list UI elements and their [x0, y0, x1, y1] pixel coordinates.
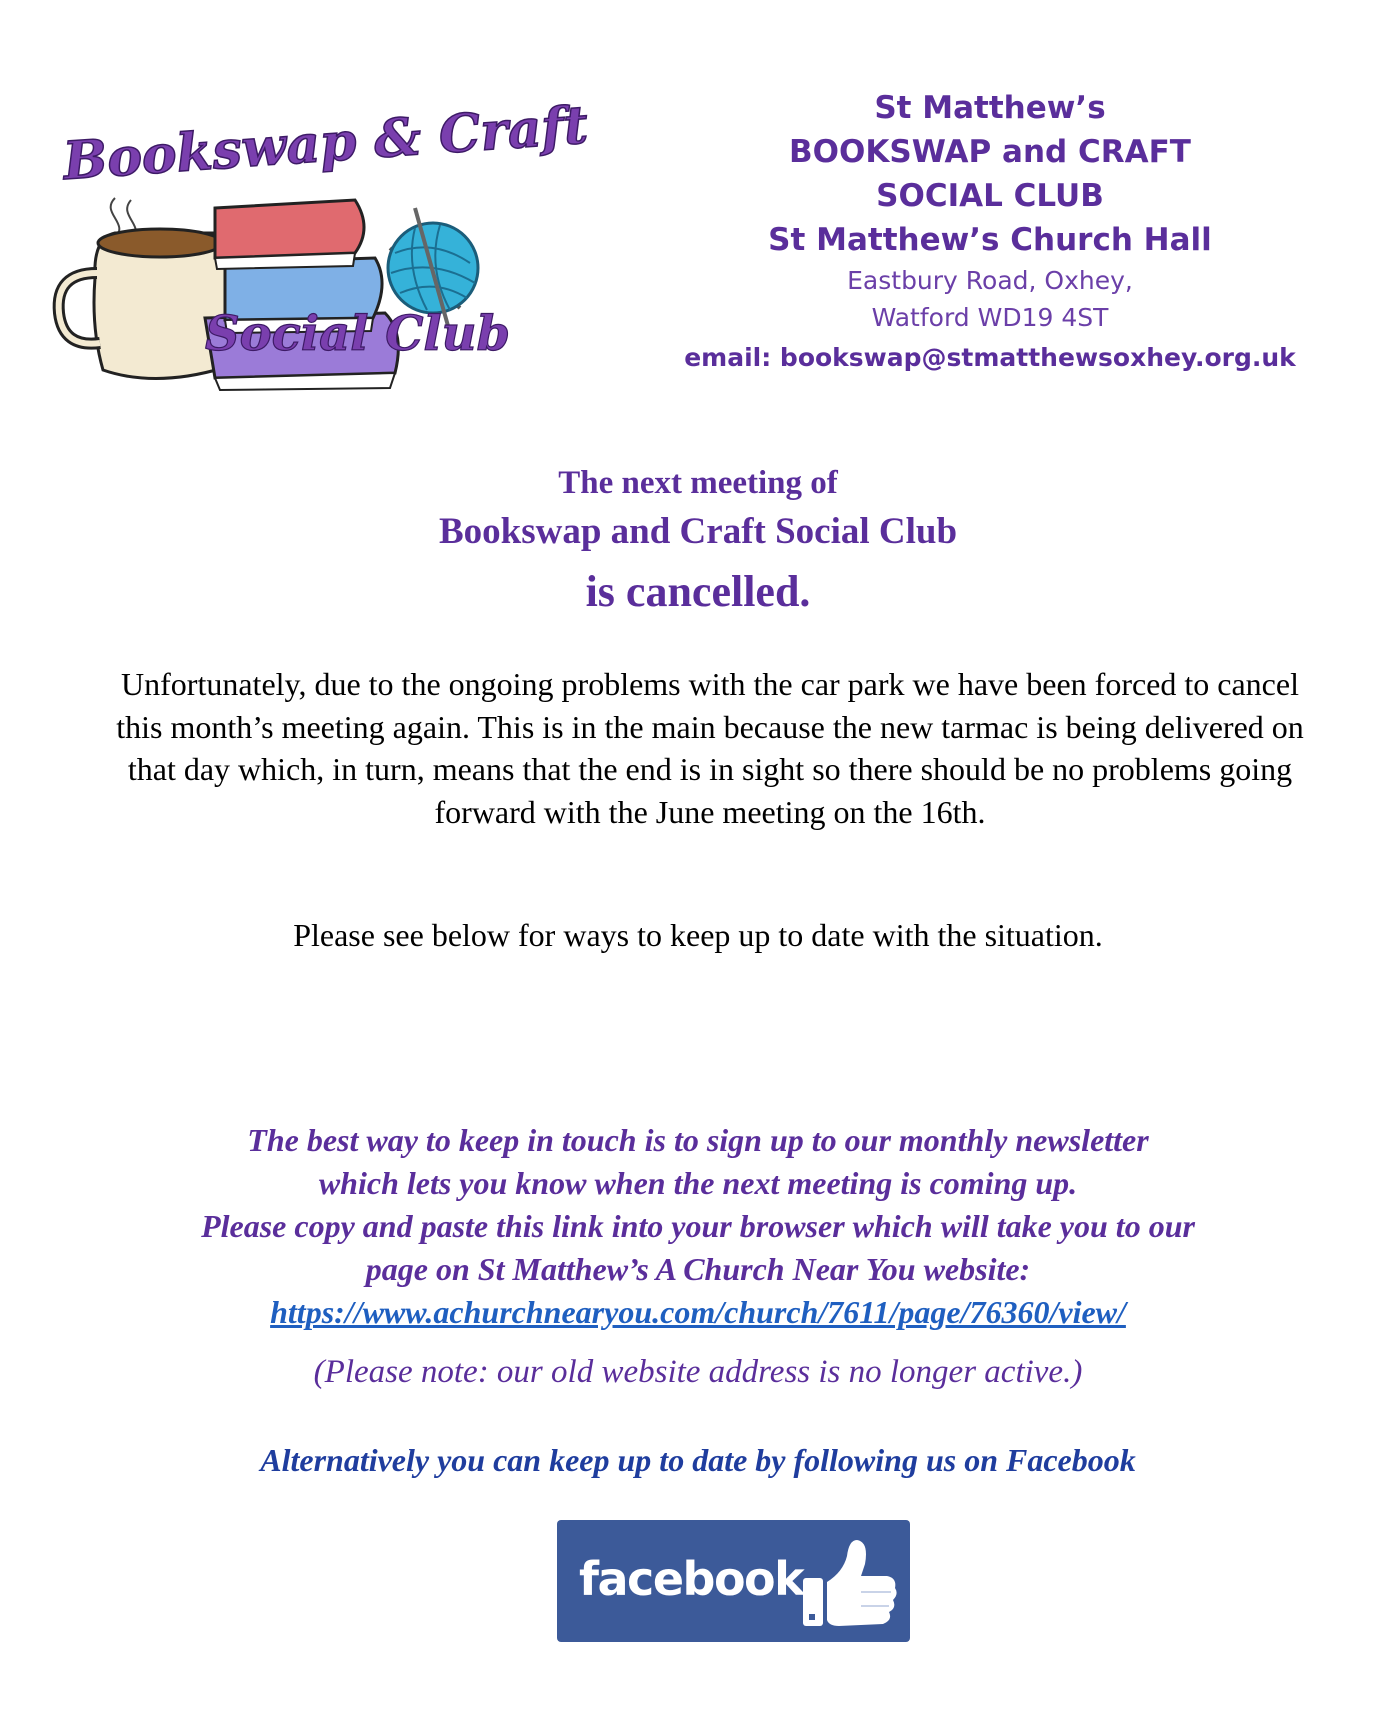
- header-email[interactable]: email: bookswap@stmatthewsoxhey.org.uk: [684, 343, 1296, 372]
- logo-title: Bookswap & Craft: [61, 94, 590, 193]
- header-line-1: St Matthew’s: [874, 90, 1106, 126]
- newsletter-line-1: The best way to keep in touch is to sign up to our monthly newsletter: [247, 1122, 1149, 1158]
- newsletter-link[interactable]: https://www.achurchnearyou.com/church/7611/page/76360/view/: [270, 1294, 1126, 1330]
- notice-line-2: Bookswap and Craft Social Club: [438, 511, 958, 552]
- header-line-2: BOOKSWAP and CRAFT: [789, 134, 1191, 170]
- mug-icon: [59, 229, 230, 379]
- header-line-3: SOCIAL CLUB: [876, 178, 1104, 214]
- newsletter-line-4: page on St Matthew’s A Church Near You website:: [365, 1251, 1031, 1287]
- notice-cancelled: is cancelled.: [585, 567, 811, 616]
- facebook-badge[interactable]: [557, 1520, 910, 1642]
- old-website-note: (Please note: our old website address is no longer active.): [313, 1354, 1083, 1390]
- header-block: [620, 86, 1360, 378]
- bookswap-craft-logo: [55, 88, 590, 398]
- notice-line-1: The next meeting of: [558, 465, 838, 501]
- header-address-2: Watford WD19 4ST: [871, 303, 1109, 332]
- facebook-wordmark: facebook: [579, 1552, 804, 1606]
- newsletter-line-3: Please copy and paste this link into your browser which will take you to our: [201, 1208, 1195, 1244]
- newsletter-block: [100, 1119, 1296, 1334]
- facebook-text: Alternatively you can keep up to date by following us on Facebook: [260, 1442, 1136, 1478]
- see-below-text: Please see below for ways to keep up to date with the situation.: [293, 917, 1103, 953]
- body-paragraph: Unfortunately, due to the ongoing problems with the car park we have been forced to cancel this month’s meeting again. This is in the main because the new tarmac is being delivered on that day which, in turn, means that the end is in sight so there should be no problems going forward with the June meeting on the 16th.: [116, 666, 1304, 830]
- logo-subtitle: Social Club: [205, 306, 511, 362]
- thumbs-up-icon: [799, 1534, 899, 1632]
- newsletter-line-2: which lets you know when the next meeting is coming up.: [318, 1165, 1078, 1201]
- header-venue: St Matthew’s Church Hall: [768, 222, 1212, 258]
- header-address-1: Eastbury Road, Oxhey,: [847, 266, 1133, 295]
